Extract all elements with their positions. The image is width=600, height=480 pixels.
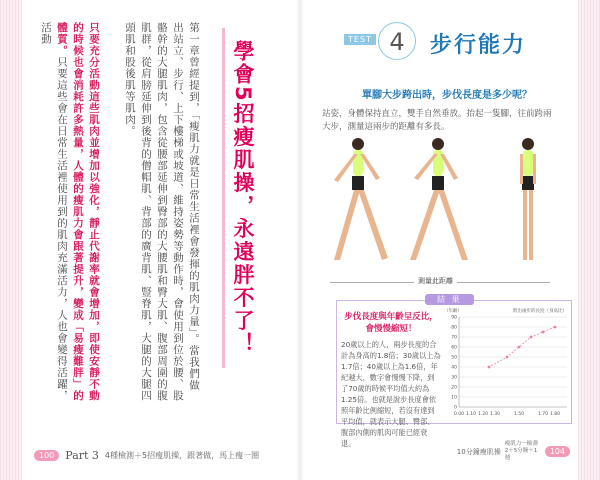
walking-figures-illustration [318, 132, 568, 272]
chart-x-tick: 1.20 [477, 412, 489, 417]
left-footer [34, 449, 259, 462]
instruction-text: 站姿，身體保持直立，雙手自然垂放。抬起一隻腳，往前跨兩大步，測量這兩步的距離有多長。 [322, 109, 552, 132]
chart-y-tick: 40 [451, 365, 457, 371]
chart-y-tick: 20 [451, 385, 457, 391]
distance-label: 測量此距離 [414, 276, 457, 286]
body-text: 第一章曾經提到，「瘦肌力就是日常生活裡會發揮的肌肉力量」。當我們做出站立、步行、上下樓梯或坡道、維持姿勢等動作時，會使用到位於腰、股骼幹的大腿肌肉，包含從腰部延伸到臀部的大腰肌和臀大肌、腹部周圍的腹肌群，從肩膀延伸到後背的僧帽肌、背部的廣背肌、豎脊肌，大腿的大腿四頭肌和股後肌等肌肉。 [124, 22, 200, 402]
chart-y-tick: 80 [451, 325, 457, 331]
distance-indicator [330, 276, 550, 288]
highlight-text: 只要充分活動這些肌肉並增加以強化，靜止代謝率就會增加，即使安靜不動的時候也會消耗許多熱量，人體的瘦肌力會跟著提升，變成「易瘦難胖」的體質。 [56, 22, 100, 402]
section-title: 步行能力 [430, 33, 527, 58]
chart-x-tick: 1.80 [549, 412, 561, 417]
right-page [300, 0, 578, 480]
section-subtitle: 單腳大步跨出時，步伐長度是多少呢？ [362, 90, 532, 101]
chart-x-tick: 1.50 [513, 412, 525, 417]
chart-point [488, 366, 491, 369]
chart-svg [443, 305, 571, 421]
footer-category: 瘦肌力一檢測2＋5分鐘＋1週 [504, 441, 538, 461]
result-label: 結 果 [425, 294, 474, 305]
chart-point [530, 336, 533, 339]
chart-y-tick: 70 [451, 335, 457, 341]
result-subtitle: 步伐長度與年齡呈反比，會慢慢縮短！ [344, 312, 438, 334]
page-number-left: 100 [34, 450, 59, 461]
page-edge-right [578, 0, 600, 480]
chart-point [506, 356, 509, 359]
chart-point [542, 331, 545, 334]
right-footer [457, 441, 570, 462]
chart-y-tick: 50 [451, 355, 457, 361]
test-label: TEST [344, 34, 376, 45]
closing-text: 只要這些會在日常生活裡使用到的肌肉充滿活力，人也會變得活躍，活動 [40, 22, 68, 402]
chart-ylabel: （年齡） [444, 309, 462, 314]
highlight-column [40, 22, 102, 402]
chart-point [554, 326, 557, 329]
chart-x-tick: 0.00 [453, 412, 465, 417]
result-text: 20歲以上的人，兩步長度的合計為身高的1.8倍；30歲以上為1.7倍；40歲以上為1.6倍，年紀越大，數字會慢慢下降，到了70歲的時候平均值大約為1.25倍。也就是說步長度會依照年齡比例縮短，若沒有達到平均值，就表示大腿、臀部、腹部內側的肌肉可能已經衰退。 [341, 340, 441, 448]
chart-y-tick: 10 [451, 395, 457, 401]
page-headline: 學會5招瘦肌操，永遠胖不了！ [231, 40, 255, 356]
chart-y-tick: 0 [454, 405, 457, 411]
chart-y-tick: 30 [451, 375, 457, 381]
chart-point [518, 346, 521, 349]
left-page [22, 0, 300, 480]
chart-y-tick: 60 [451, 345, 457, 351]
chart-x-tick: 1.70 [537, 412, 549, 417]
chart-x-tick: 1.10 [465, 412, 477, 417]
result-box [336, 295, 572, 448]
chart-y-tick: 90 [451, 315, 457, 321]
chart-title: 跨出兩步的長度（身高比） [513, 309, 567, 314]
page-edge-left [0, 0, 22, 480]
part-label: Part 3 [65, 449, 99, 462]
part-title: 4種檢測＋5招瘦肌操，跟著做，馬上瘦一圈 [104, 451, 260, 460]
chart-x-tick: 1.30 [489, 412, 501, 417]
test-number: 4 [378, 22, 416, 60]
page-number-right: 104 [545, 446, 570, 457]
walking-figures [318, 132, 568, 272]
age-stride-chart [443, 305, 571, 421]
footer-book-title: 10分鐘瘦肌操 [456, 447, 501, 456]
